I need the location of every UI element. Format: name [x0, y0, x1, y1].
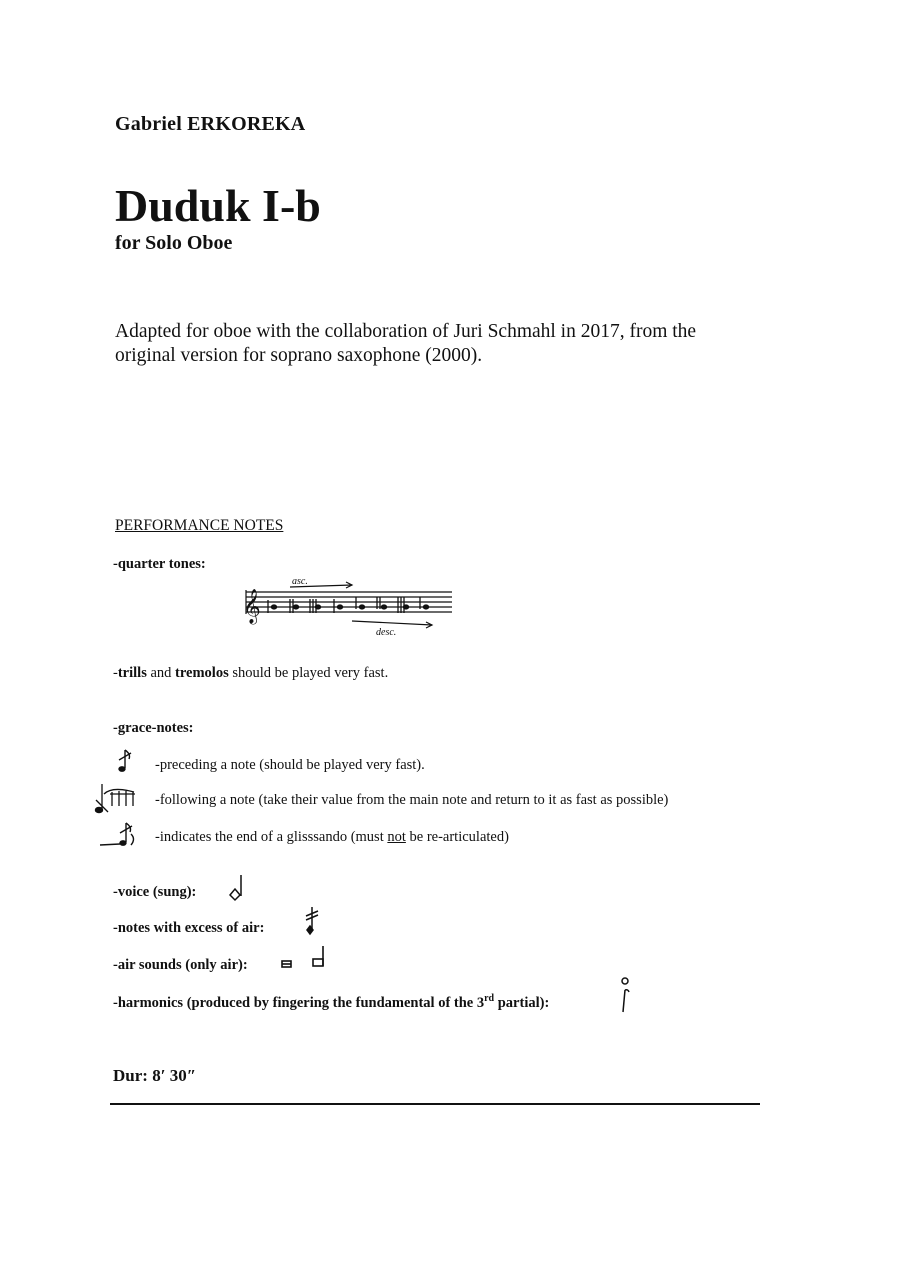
grace-note-preceding-icon: [114, 748, 136, 776]
footer-rule: [110, 1103, 760, 1105]
performance-notes-heading: PERFORMANCE NOTES: [115, 517, 284, 534]
air-sound-note-icons: [280, 944, 332, 974]
grace-note-following-icon: [88, 782, 140, 818]
quarter-tones-staff-figure: [240, 575, 460, 637]
harmonic-note-icon: [616, 976, 636, 1016]
trills-and: and: [146, 665, 176, 681]
duration: Dur: 8′ 30″: [113, 1066, 197, 1085]
harmonics-superscript: rd: [484, 993, 495, 1004]
air-sounds-label: -air sounds (only air):: [113, 957, 248, 973]
adaptation-note: Adapted for oboe with the collaboration of Juri Schmahl in 2017, from the original version for soprano saxophone (2000).: [115, 321, 697, 366]
glissando-end-icon: [100, 820, 140, 850]
treble-clef-icon: 𝄞: [243, 589, 261, 624]
desc-label: desc.: [376, 627, 397, 638]
glissando-end-text: [155, 829, 509, 846]
glissando-not-underlined: not: [387, 829, 406, 845]
glissando-text-after: be re-articulated): [405, 829, 509, 845]
glissando-text-before: -indicates the end of a glisssando (must: [155, 829, 388, 845]
quarter-tones-label: -quarter tones:: [113, 556, 206, 572]
trills-prefix: -: [113, 665, 118, 681]
grace-notes-label: -grace-notes:: [113, 720, 194, 736]
grace-following-text: -following a note (take their value from the main note and return to it as fast as possible): [155, 792, 669, 808]
tremolos-word: tremolos: [175, 665, 229, 681]
harmonics-label: [113, 993, 549, 1012]
harmonics-label-after: partial):: [494, 994, 550, 1011]
excess-air-label: -notes with excess of air:: [113, 920, 265, 936]
grace-preceding-text: -preceding a note (should be played very fast).: [155, 757, 425, 773]
harmonics-label-before: -harmonics (produced by fingering the fundamental of the 3: [113, 994, 485, 1011]
voice-label: -voice (sung):: [113, 884, 197, 900]
excess-air-note-icon: [302, 905, 322, 937]
asc-label: asc.: [292, 576, 308, 587]
piece-title: Duduk I-b: [115, 180, 321, 231]
trills-note: [113, 665, 388, 682]
composer-name: Gabriel ERKOREKA: [115, 113, 306, 135]
piece-subtitle: for Solo Oboe: [115, 232, 233, 254]
trills-word: trills: [117, 665, 147, 681]
sung-note-icon: [228, 873, 248, 903]
trills-rest: should be played very fast.: [228, 665, 389, 681]
air-sound-stem-icon: [313, 959, 323, 966]
